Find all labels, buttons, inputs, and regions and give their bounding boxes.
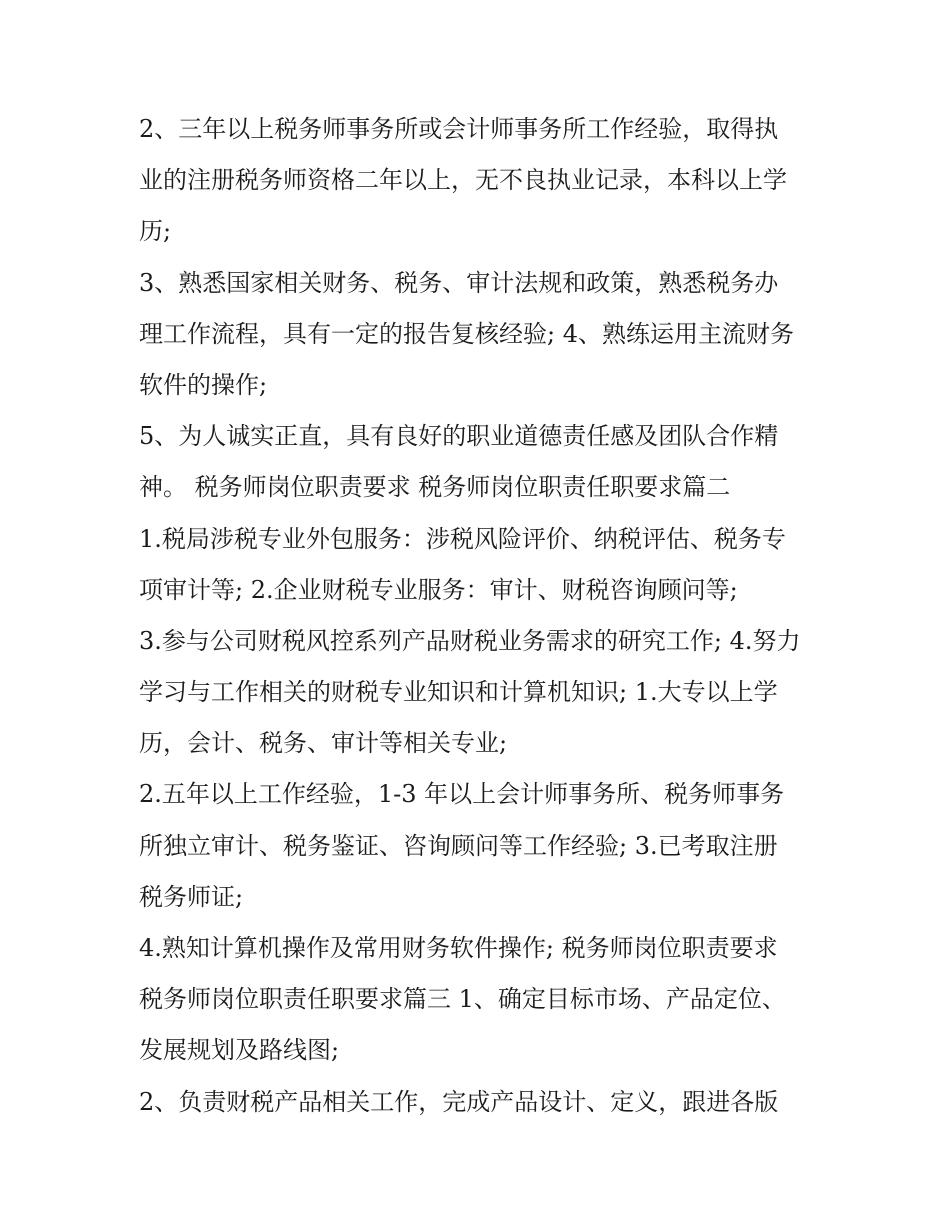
text-line: 学习与工作相关的财税专业知识和计算机知识; 1.大专以上学 bbox=[139, 678, 778, 707]
text-line: 3、熟悉国家相关财务、税务、审计法规和政策，熟悉税务办 bbox=[139, 268, 779, 297]
text-line: 2.五年以上工作经验，1-3 年以上会计师事务所、税务师事务 bbox=[139, 780, 785, 809]
text-line: 4.熟知计算机操作及常用财务软件操作; 税务师岗位职责要求 bbox=[139, 934, 778, 962]
text-line: 历，会计、税务、审计等相关专业; bbox=[139, 729, 508, 758]
text-line: 税务师岗位职责任职要求篇三 1、确定目标市场、产品定位、 bbox=[139, 985, 786, 1014]
text-line: 发展规划及路线图; bbox=[139, 1036, 340, 1065]
text-line: 税务师证; bbox=[139, 882, 244, 911]
text-line: 业的注册税务师资格二年以上，无不良执业记录，本科以上学 bbox=[139, 166, 787, 195]
document-body bbox=[139, 104, 829, 1128]
text-line: 2、三年以上税务师事务所或会计师事务所工作经验，取得执 bbox=[139, 115, 779, 143]
text-line: 历; bbox=[139, 217, 172, 246]
text-line: 3.参与公司财税风控系列产品财税业务需求的研究工作; 4.努力 bbox=[139, 626, 801, 655]
text-line: 理工作流程，具有一定的报告复核经验; 4、熟练运用主流财务 bbox=[139, 319, 794, 348]
text-line: 神。 税务师岗位职责要求 税务师岗位职责任职要求篇二 bbox=[139, 473, 731, 502]
text-line: 1.税局涉税专业外包服务：涉税风险评价、纳税评估、税务专 bbox=[139, 524, 786, 553]
text-line: 项审计等; 2.企业财税专业服务：审计、财税咨询顾问等; bbox=[139, 575, 738, 604]
text-line: 2、负责财税产品相关工作，完成产品设计、定义，跟进各版 bbox=[139, 1087, 779, 1116]
text-line: 软件的操作; bbox=[139, 370, 268, 399]
text-line: 5、为人诚实正直，具有良好的职业道德责任感及团队合作精 bbox=[139, 422, 779, 451]
text-line: 所独立审计、税务鉴证、咨询顾问等工作经验; 3.已考取注册 bbox=[139, 831, 778, 860]
